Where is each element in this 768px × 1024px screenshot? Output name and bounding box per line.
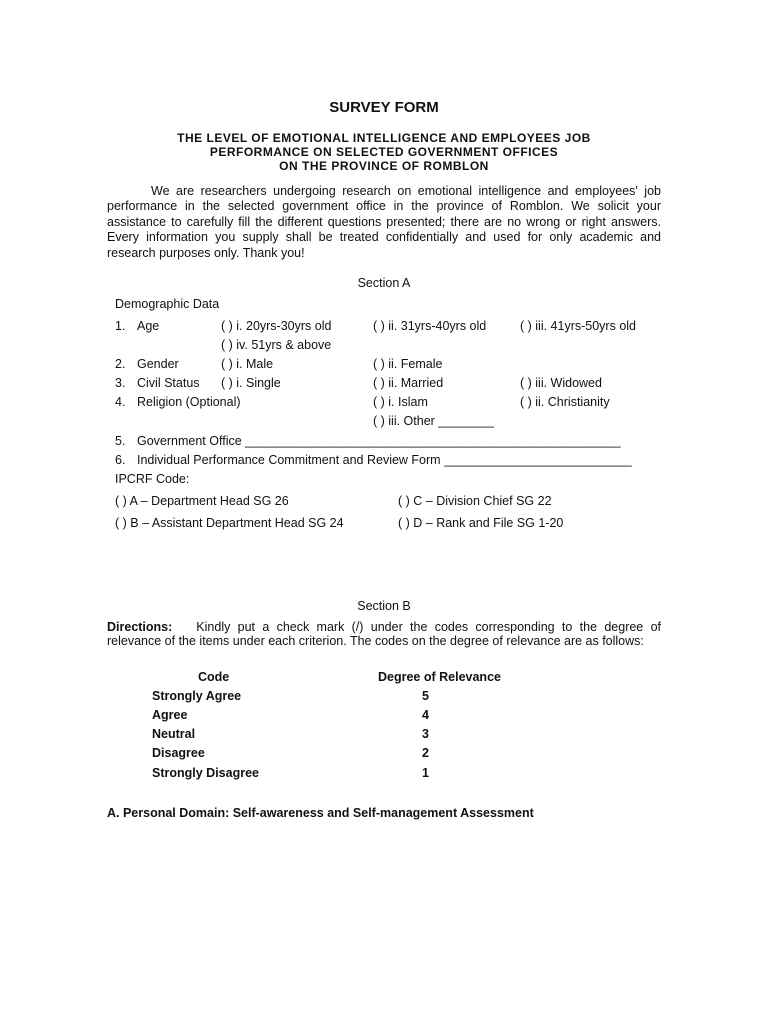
- religion-option-3[interactable]: ( ) iii. Other ________: [373, 414, 494, 428]
- ipcr-form-field[interactable]: Individual Performance Commitment and Review Form ___________________________: [137, 453, 632, 467]
- scale-code-row-3: Neutral: [152, 727, 196, 741]
- directions-text: Kindly put a check mark (/) under the codes corresponding to the degree of relevance of the items under each criterion. The codes on the degree of relevance are as follows:: [107, 620, 661, 648]
- ipcrf-code-b[interactable]: ( ) B – Assistant Department Head SG 24: [115, 516, 344, 530]
- civil-option-3[interactable]: ( ) iii. Widowed: [520, 376, 602, 390]
- civil-label: Civil Status: [137, 376, 200, 390]
- age-option-2[interactable]: ( ) ii. 31yrs-40yrs old: [373, 319, 487, 333]
- section-a-heading: Section A: [357, 276, 411, 290]
- survey-title: SURVEY FORM: [329, 99, 439, 116]
- demographic-label: Demographic Data: [115, 297, 220, 311]
- ipcr-number: 6.: [115, 453, 126, 467]
- religion-label: Religion (Optional): [137, 395, 241, 409]
- subtitle-line-1: THE LEVEL OF EMOTIONAL INTELLIGENCE AND EMPLOYEES JOB: [177, 131, 591, 145]
- age-option-3[interactable]: ( ) iii. 41yrs-50yrs old: [520, 319, 636, 333]
- civil-option-1[interactable]: ( ) i. Single: [221, 376, 281, 390]
- government-office-field[interactable]: Government Office ______________________________________________________: [137, 434, 621, 448]
- religion-option-2[interactable]: ( ) ii. Christianity: [520, 395, 610, 409]
- age-option-1[interactable]: ( ) i. 20yrs-30yrs old: [221, 319, 332, 333]
- ipcrf-code-label: IPCRF Code:: [115, 472, 190, 486]
- scale-code-row-2: Agree: [152, 708, 188, 722]
- scale-code-row-5: Strongly Disagree: [152, 766, 259, 780]
- age-label: Age: [137, 319, 160, 333]
- gender-number: 2.: [115, 357, 126, 371]
- intro-paragraph: We are researchers undergoing research on emotional intelligence and employees' job performance in the selected government office in the province of Romblon. We solicit your assistance to carefully fill the different questions presented; there are no wrong or right answers. Every information you supply shall be treated confidentially and used for only academic and research purposes only. Thank you!: [107, 184, 661, 260]
- ipcrf-code-a[interactable]: ( ) A – Department Head SG 26: [115, 494, 289, 508]
- subtitle-line-3: ON THE PROVINCE OF ROMBLON: [279, 159, 489, 173]
- scale-value-row-3: 3: [422, 727, 429, 741]
- directions: [107, 620, 661, 648]
- directions-label: Directions:: [107, 620, 173, 634]
- scale-value-row-2: 4: [422, 708, 429, 722]
- gender-label: Gender: [137, 357, 179, 371]
- degree-column-header: Degree of Relevance: [378, 670, 501, 684]
- scale-code-row-4: Disagree: [152, 746, 205, 760]
- scale-code-row-1: Strongly Agree: [152, 689, 242, 703]
- gender-option-2[interactable]: ( ) ii. Female: [373, 357, 443, 371]
- age-option-4[interactable]: ( ) iv. 51yrs & above: [221, 338, 332, 352]
- scale-value-row-1: 5: [422, 689, 429, 703]
- subtitle-line-2: PERFORMANCE ON SELECTED GOVERNMENT OFFICES: [209, 145, 559, 159]
- age-number: 1.: [115, 319, 126, 333]
- section-b-heading: Section B: [357, 599, 411, 613]
- ipcrf-code-d[interactable]: ( ) D – Rank and File SG 1-20: [398, 516, 564, 530]
- religion-number: 4.: [115, 395, 126, 409]
- office-number: 5.: [115, 434, 126, 448]
- civil-number: 3.: [115, 376, 126, 390]
- gender-option-1[interactable]: ( ) i. Male: [221, 357, 274, 371]
- ipcrf-code-c[interactable]: ( ) C – Division Chief SG 22: [398, 494, 552, 508]
- personal-domain-heading: A. Personal Domain: Self-awareness and Self-management Assessment: [107, 806, 534, 820]
- religion-option-1[interactable]: ( ) i. Islam: [373, 395, 428, 409]
- code-column-header: Code: [198, 670, 230, 684]
- civil-option-2[interactable]: ( ) ii. Married: [373, 376, 444, 390]
- scale-value-row-5: 1: [422, 766, 429, 780]
- scale-value-row-4: 2: [422, 746, 429, 760]
